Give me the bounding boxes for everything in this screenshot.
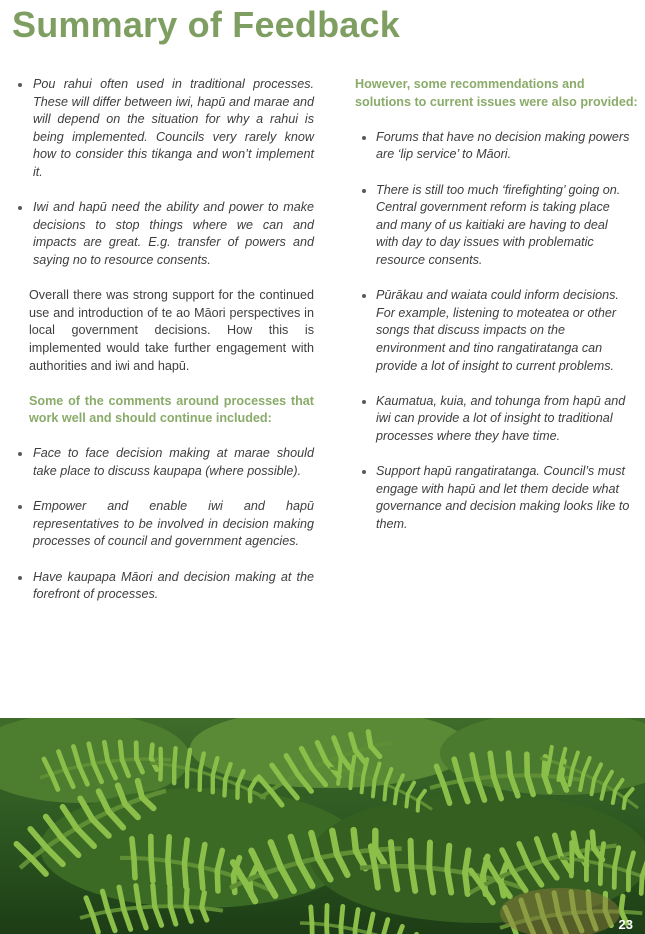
heading-line: However, some recommendations and [355,77,585,91]
page-number: 23 [618,917,633,932]
bullet-dot-icon [18,576,22,580]
fern-forest-illustration [0,718,645,934]
list-item [0,76,314,182]
bullet-dot-icon [362,400,366,404]
list-item [0,199,314,269]
list-item-line: Pūrākau and waiata could inform decisions. [376,288,619,303]
list-item-line: For example, listening to moteatea or other [376,305,617,320]
list-item-line: are ‘lip service’ to Māori. [376,147,512,162]
list-item [355,182,645,270]
list-item-line: Kaumatua, kuia, and tohunga from hapū and [376,393,626,408]
list-item-line: Forums that have no decision making powers [376,129,630,144]
list-item [0,445,314,480]
list-item [355,129,645,164]
list-item [0,498,314,551]
bullet-dot-icon [362,294,366,298]
list-item-text: Face to face decision making at marae should take place to discuss kaupapa (where possible). [33,446,314,479]
bullet-dot-icon [18,83,22,87]
bullet-dot-icon [362,470,366,474]
fern-forest-photo [0,718,645,934]
list-item-text: Empower and enable iwi and hapū representatives to be involved in decision making processes of council and government agencies. [33,499,314,549]
list-item-line: with day to day issues with problematic [376,235,594,250]
list-item-line: Support hapū rangatiratanga. Council’s must [376,464,625,479]
bullet-dot-icon [18,206,22,210]
list-item-line: resource consents. [376,252,483,267]
list-item-text: Iwi and hapū need the ability and power to make decisions to stop things where we can and impacts are great. E.g. transfer of powers and saying no to resource consents. [33,200,314,267]
list-item-line: processes where they have time. [376,428,561,443]
list-item-line: and many of us kaitiaki are having to deal [376,217,608,232]
bullet-dot-icon [18,452,22,456]
list-item-line: governance and decision making looks like to [376,499,630,514]
list-item-line: provide a lot of insight to current problems. [376,358,615,373]
list-item [355,393,645,446]
summary-paragraph: Overall there was strong support for the continued use and introduction of te ao Māori perspectives in local government decisions. How this is implemented would take further engagement with authorities and iwi and hapū. [29,288,314,373]
list-item-line: engage with hapū and let them decide what [376,481,619,496]
bullet-dot-icon [362,136,366,140]
section-heading: Some of the comments around processes that work well and should continue included: [29,393,314,426]
page-title: Summary of Feedback [12,4,400,45]
list-item-text: Pou rahui often used in traditional processes. These will differ between iwi, hapū and marae and will depend on the situation for why a rahui is being implemented. Councils very rarely know how to consider this tikanga and won’t implement it. [33,77,314,179]
bullet-dot-icon [362,189,366,193]
list-item [355,287,645,375]
list-item-line: Central government reform is taking place [376,200,610,215]
list-item [0,569,314,604]
section-heading [355,76,645,111]
list-item-line: songs that discuss impacts on the [376,323,566,338]
list-item [355,463,645,533]
left-column [0,76,314,621]
list-item-line: them. [376,516,408,531]
heading-line: solutions to current issues were also provided: [355,94,638,109]
bullet-dot-icon [18,505,22,509]
list-item-line: environment and tino rangatiratanga can [376,340,603,355]
list-item-line: iwi can provide a lot of insight to traditional [376,411,613,426]
right-column [355,76,645,551]
list-item-text: Have kaupapa Māori and decision making at the forefront of processes. [33,569,314,602]
list-item-line: There is still too much ‘firefighting’ going on. [376,182,621,197]
